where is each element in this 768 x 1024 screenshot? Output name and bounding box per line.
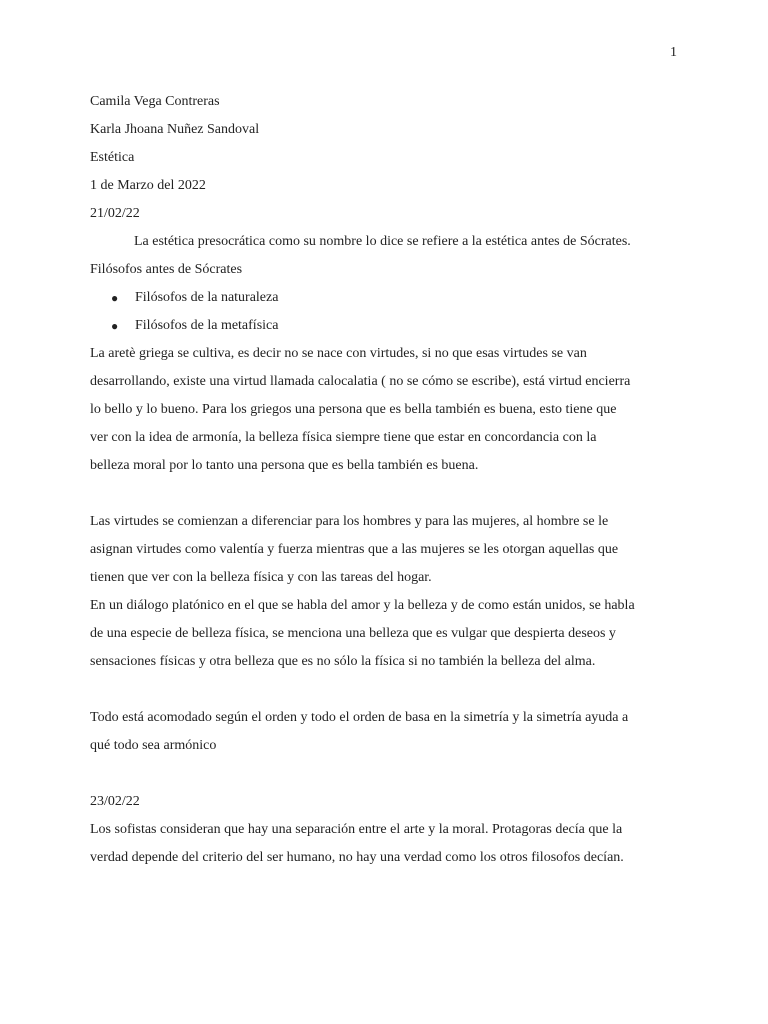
paragraph-line: verdad depende del criterio del ser humano, no hay una verdad como los otros filosofos decían. (90, 850, 624, 865)
paragraph-virtudes (90, 508, 682, 592)
bullet-dot-icon: ● (111, 319, 119, 333)
list-item (90, 312, 682, 340)
entry-date-2: 23/02/22 (90, 794, 140, 809)
paragraph-sofistas (90, 816, 682, 872)
paragraph-line: Todo está acomodado según el orden y todo el orden de basa en la simetría y la simetría ayuda a (90, 710, 629, 725)
paragraph-line: de una especie de belleza física, se menciona una belleza que es vulgar que despierta deseos y (90, 626, 616, 641)
list-item (90, 284, 682, 312)
paragraph-line: tienen que ver con la belleza física y con las tareas del hogar. (90, 570, 432, 585)
course-name: Estética (90, 150, 135, 165)
paragraph-line: sensaciones físicas y otra belleza que es no sólo la física si no también la belleza del alma. (90, 654, 596, 669)
intro-paragraph: La estética presocrática como su nombre lo dice se refiere a la estética antes de Sócrates. (134, 234, 631, 249)
paragraph-dialogo (90, 592, 682, 676)
philosophers-list (90, 284, 682, 340)
document-body (90, 88, 682, 872)
list-item-text: Filósofos de la metafísica (135, 318, 279, 333)
paragraph-arete (90, 340, 682, 480)
paragraph-line: asignan virtudes como valentía y fuerza mientras que a las mujeres se les otorgan aquellas que (90, 542, 619, 557)
page-number: 1 (670, 45, 677, 60)
author-name-2: Karla Jhoana Nuñez Sandoval (90, 122, 260, 137)
paragraph-line: Las virtudes se comienzan a diferenciar para los hombres y para las mujeres, al hombre se le (90, 514, 609, 529)
author-name-1: Camila Vega Contreras (90, 94, 220, 109)
list-item-text: Filósofos de la naturaleza (135, 290, 279, 305)
paragraph-line: lo bello y lo bueno. Para los griegos una persona que es bella también es buena, esto tiene que (90, 402, 617, 417)
paragraph-line: En un diálogo platónico en el que se habla del amor y la belleza y de como están unidos, se habla (90, 598, 635, 613)
paragraph-simetria (90, 704, 682, 760)
blank-line (90, 760, 682, 788)
paragraph-line: La aretè griega se cultiva, es decir no se nace con virtudes, si no que esas virtudes se van (90, 346, 587, 361)
document-date: 1 de Marzo del 2022 (90, 178, 206, 193)
paragraph-line: ver con la idea de armonía, la belleza física siempre tiene que estar en concordancia con la (90, 430, 597, 445)
paragraph-line: Los sofistas consideran que hay una separación entre el arte y la moral. Protagoras decía que la (90, 822, 623, 837)
blank-line (90, 480, 682, 508)
entry-date-1: 21/02/22 (90, 206, 140, 221)
blank-line (90, 676, 682, 704)
bullet-dot-icon: ● (111, 291, 119, 305)
paragraph-line: belleza moral por lo tanto una persona que es bella también es buena. (90, 458, 479, 473)
paragraph-line: qué todo sea armónico (90, 738, 217, 753)
paragraph-line: desarrollando, existe una virtud llamada calocalatia ( no se cómo se escribe), está virtud encierra (90, 374, 631, 389)
list-title: Filósofos antes de Sócrates (90, 262, 243, 277)
